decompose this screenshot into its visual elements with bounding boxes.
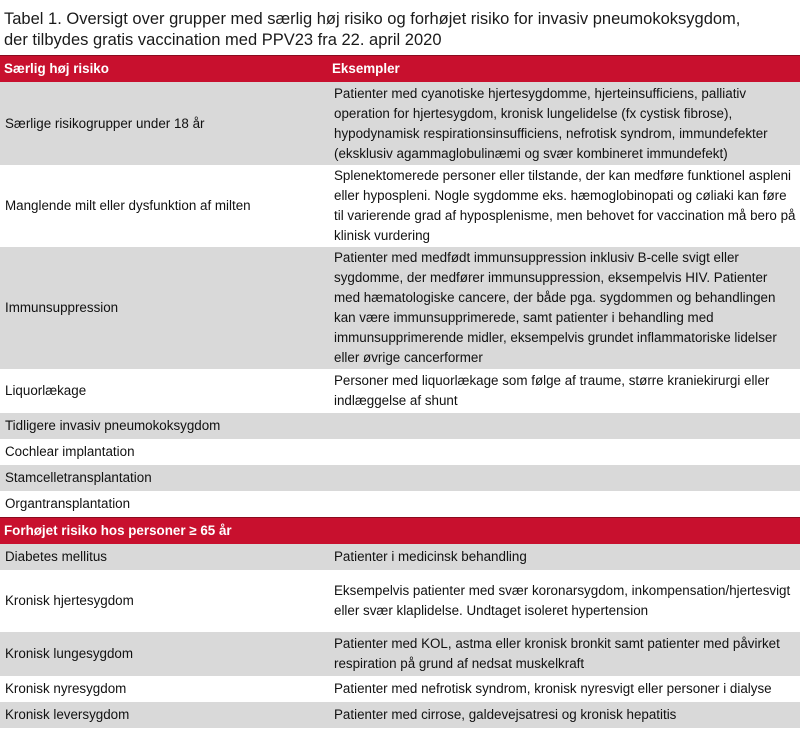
group-cell: Kronisk lungesygdom [0,632,327,676]
table-row [0,369,800,413]
group-cell: Stamcelletransplantation [0,465,327,491]
header-group: Særlig høj risiko [0,56,327,83]
table-row [0,544,800,570]
group-cell: Diabetes mellitus [0,544,327,570]
example-cell: Patienter i medicinsk behandling [327,544,800,570]
example-cell: Eksempelvis patienter med svær koronarsygdom, inkompensation/hjertesvigt eller svær klaplidelse. Undtaget isoleret hypertension [327,570,800,632]
table-row [0,676,800,702]
example-cell [327,439,800,465]
table-row [0,632,800,676]
group-cell: Cochlear implantation [0,439,327,465]
table-row [0,413,800,439]
header-group: Forhøjet risiko hos personer ≥ 65 år [0,517,327,544]
example-cell [327,413,800,439]
table-row [0,491,800,517]
group-cell: Kronisk leversygdom [0,702,327,728]
table-row [0,82,800,165]
group-cell: Kronisk hjertesygdom [0,570,327,632]
table-title [0,0,800,55]
group-cell: Særlige risikogrupper under 18 år [0,82,327,165]
example-cell: Personer med liquorlækage som følge af traume, større kraniekirurgi eller indlæggelse af shunt [327,369,800,413]
table-row [0,165,800,247]
risk-group-table [0,55,800,728]
example-cell: Patienter med cirrose, galdevejsatresi og kronisk hepatitis [327,702,800,728]
section-header-high-risk [0,56,800,83]
table-row [0,465,800,491]
table-row [0,247,800,369]
example-cell [327,491,800,517]
example-cell: Patienter med medfødt immunsuppression inklusiv B-celle svigt eller sygdomme, der medfører immunsuppression, eksempelvis HIV. Patienter med hæmatologiske cancere, der både pga. sygdommen og behandlingen kan være immunsupprimerede, samt patienter i behandling med immunsupprimerende midler, eksempelvis grundet inflammatoriske lidelser eller øvrige cancerformer [327,247,800,369]
example-cell: Patienter med nefrotisk syndrom, kronisk nyresvigt eller personer i dialyse [327,676,800,702]
example-cell: Splenektomerede personer eller tilstande, der kan medføre funktionel aspleni eller hyposplenі. Nogle sygdomme eks. hæmoglobinopati og cøliaki kan føre til varierende grad af hyposplenisme, men behovet for vaccination må bero på klinisk vurdering [327,165,800,247]
table-title-line-1: Tabel 1. Oversigt over grupper med særlig høj risiko og forhøjet risiko for invasiv pneumokoksygdom, [4,10,741,28]
table-row [0,439,800,465]
header-examples: Eksempler [327,56,800,83]
group-cell: Organtransplantation [0,491,327,517]
group-cell: Manglende milt eller dysfunktion af milten [0,165,327,247]
example-cell: Patienter med KOL, astma eller kronisk bronkit samt patienter med påvirket respiration på grund af nedsat muskelkraft [327,632,800,676]
table-row [0,702,800,728]
example-cell [327,465,800,491]
group-cell: Immunsuppression [0,247,327,369]
group-cell: Tidligere invasiv pneumokoksygdom [0,413,327,439]
group-cell: Kronisk nyresygdom [0,676,327,702]
section-header-elevated-risk [0,517,800,544]
table-row [0,570,800,632]
table-title-line-2: der tilbydes gratis vaccination med PPV23 fra 22. april 2020 [4,31,442,49]
group-cell: Liquorlækage [0,369,327,413]
example-cell: Patienter med cyanotiske hjertesygdomme, hjerteinsufficiens, palliativ operation for hjertesygdom, kronisk lungelidelse (fx cystisk fibrose), hypodynamisk respirationsinsufficiens, nefrotisk syndrom, immundefekter (eksklusiv agammaglobulinæmi og svær kombineret immundefekt) [327,82,800,165]
